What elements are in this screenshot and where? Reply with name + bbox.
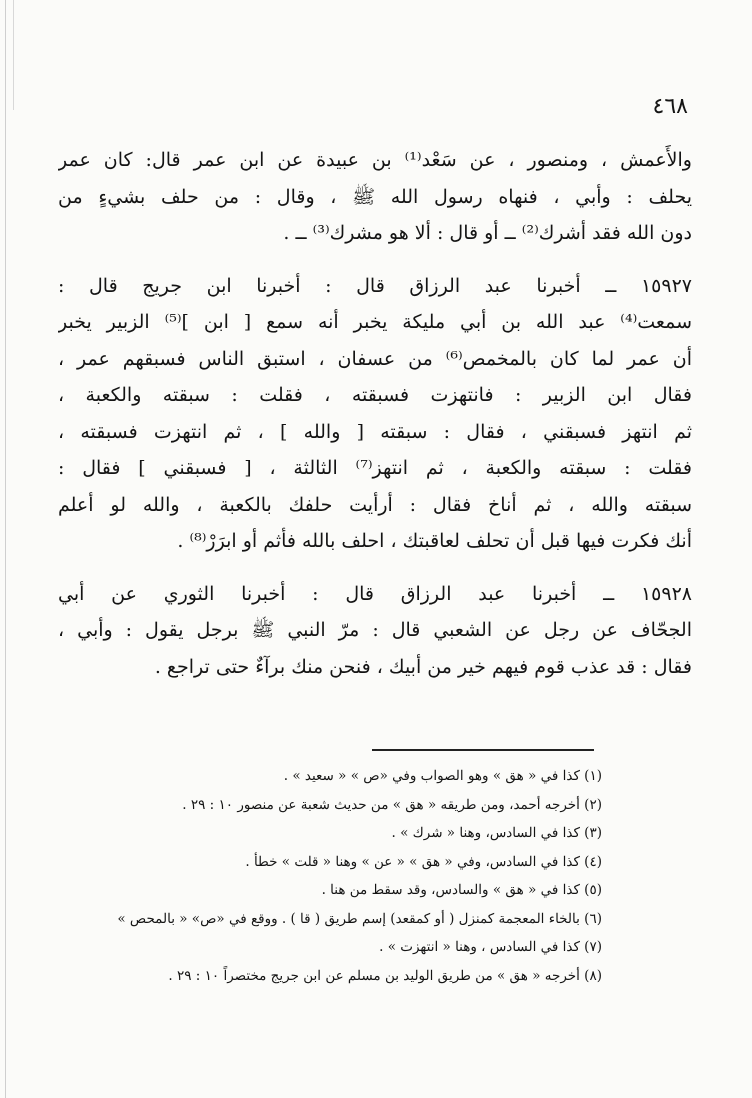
text-line: أن عمر لما كان بالمخمص⁽⁶⁾ من عسفان ، استبق الناس فسبقهم عمر ، xyxy=(58,347,692,370)
paragraph-1 xyxy=(58,142,692,252)
footnote-divider xyxy=(372,749,594,751)
footnote: (٦) بالخاء المعجمة كمنزل ( أو كمقعد) إسم طريق ( قا ) . ووقع في «ص» « بالمحص » xyxy=(117,910,602,927)
footnote: (٤) كذا في السادس، وفي « هق » « عن » وهنا « قلت » خطأ . xyxy=(245,853,602,870)
footnote: (٢) أخرجه أحمد، ومن طريقه « هق » من حديث شعبة عن منصور ١٠ : ٢٩ . xyxy=(182,796,602,813)
main-text xyxy=(58,142,692,701)
text-line: ١٥٩٢٨ ــ أخبرنا عبد الرزاق قال : أخبرنا الثوري عن أبي xyxy=(58,582,692,605)
footnote: (٣) كذا في السادس، وهنا « شرك » . xyxy=(391,825,602,841)
text-line: أنك فكرت فيها قبل أن تحلف لعاقبتك ، احلف بالله فأثم أو ابرَرْ⁽⁸⁾ . xyxy=(177,530,692,552)
footnote: (٥) كذا في « هق » والسادس، وقد سقط من هنا . xyxy=(321,882,602,898)
text-line: فقال ابن الزبير : فانتهزت فسبقته ، فقلت : سبقته والكعبة ، xyxy=(58,384,692,406)
footnotes xyxy=(60,762,602,990)
text-line: فقال : قد عذب قوم فيهم خير من أبيك ، فنحن منك برآءٌ حتى تراجع . xyxy=(154,655,692,678)
text-line: ١٥٩٢٧ ــ أخبرنا عبد الرزاق قال : أخبرنا ابن جريج قال : xyxy=(58,274,692,297)
paragraph-15927 xyxy=(58,268,692,560)
text-line: ثم انتهز فسبقني ، فقال : سبقته [ والله ] ، ثم انتهزت فسبقته ، xyxy=(58,420,692,443)
binding-edge-line xyxy=(5,0,6,1098)
text-line: دون الله فقد أشرك⁽²⁾ ــ أو قال : ألا هو مشرك⁽³⁾ ــ . xyxy=(283,222,692,244)
text-line: والأَعمش ، ومنصور ، عن سَعْد⁽¹⁾ بن عبيدة عن ابن عمر قال: كان عمر xyxy=(58,149,692,171)
footnote: (١) كذا في « هق » وهو الصواب وفي «ص » « سعيد » . xyxy=(283,768,602,784)
text-line: سمعت⁽⁴⁾ عبد الله بن أبي مليكة يخبر أنه سمع [ ابن ]⁽⁵⁾ الزبير يخبر xyxy=(58,311,692,333)
binding-edge-line-short xyxy=(13,0,14,110)
text-line: فقلت : سبقته والكعبة ، ثم انتهز⁽⁷⁾ الثالثة ، [ فسبقني ] فقال : xyxy=(58,457,692,479)
text-line: سبقته والله ، ثم أناخ فقال : أرأيت حلفك بالكعبة ، والله لو أعلم xyxy=(58,493,692,516)
page-number: ٤٦٨ xyxy=(652,94,688,119)
paragraph-15928 xyxy=(58,576,692,686)
footnote: (٧) كذا في السادس ، وهنا « انتهزت » . xyxy=(379,939,602,955)
text-line: الجحّاف عن رجل عن الشعبي قال : مرّ النبي ﷺ برجل يقول : وأبي ، xyxy=(58,619,692,641)
text-line: يحلف : وأبي ، فنهاه رسول الله ﷺ ، وقال : من حلف بشيءٍ من xyxy=(58,185,692,208)
footnote: (٨) أخرجه « هق » من طريق الوليد بن مسلم عن ابن جريج مختصراً ١٠ : ٢٩ . xyxy=(168,967,602,984)
